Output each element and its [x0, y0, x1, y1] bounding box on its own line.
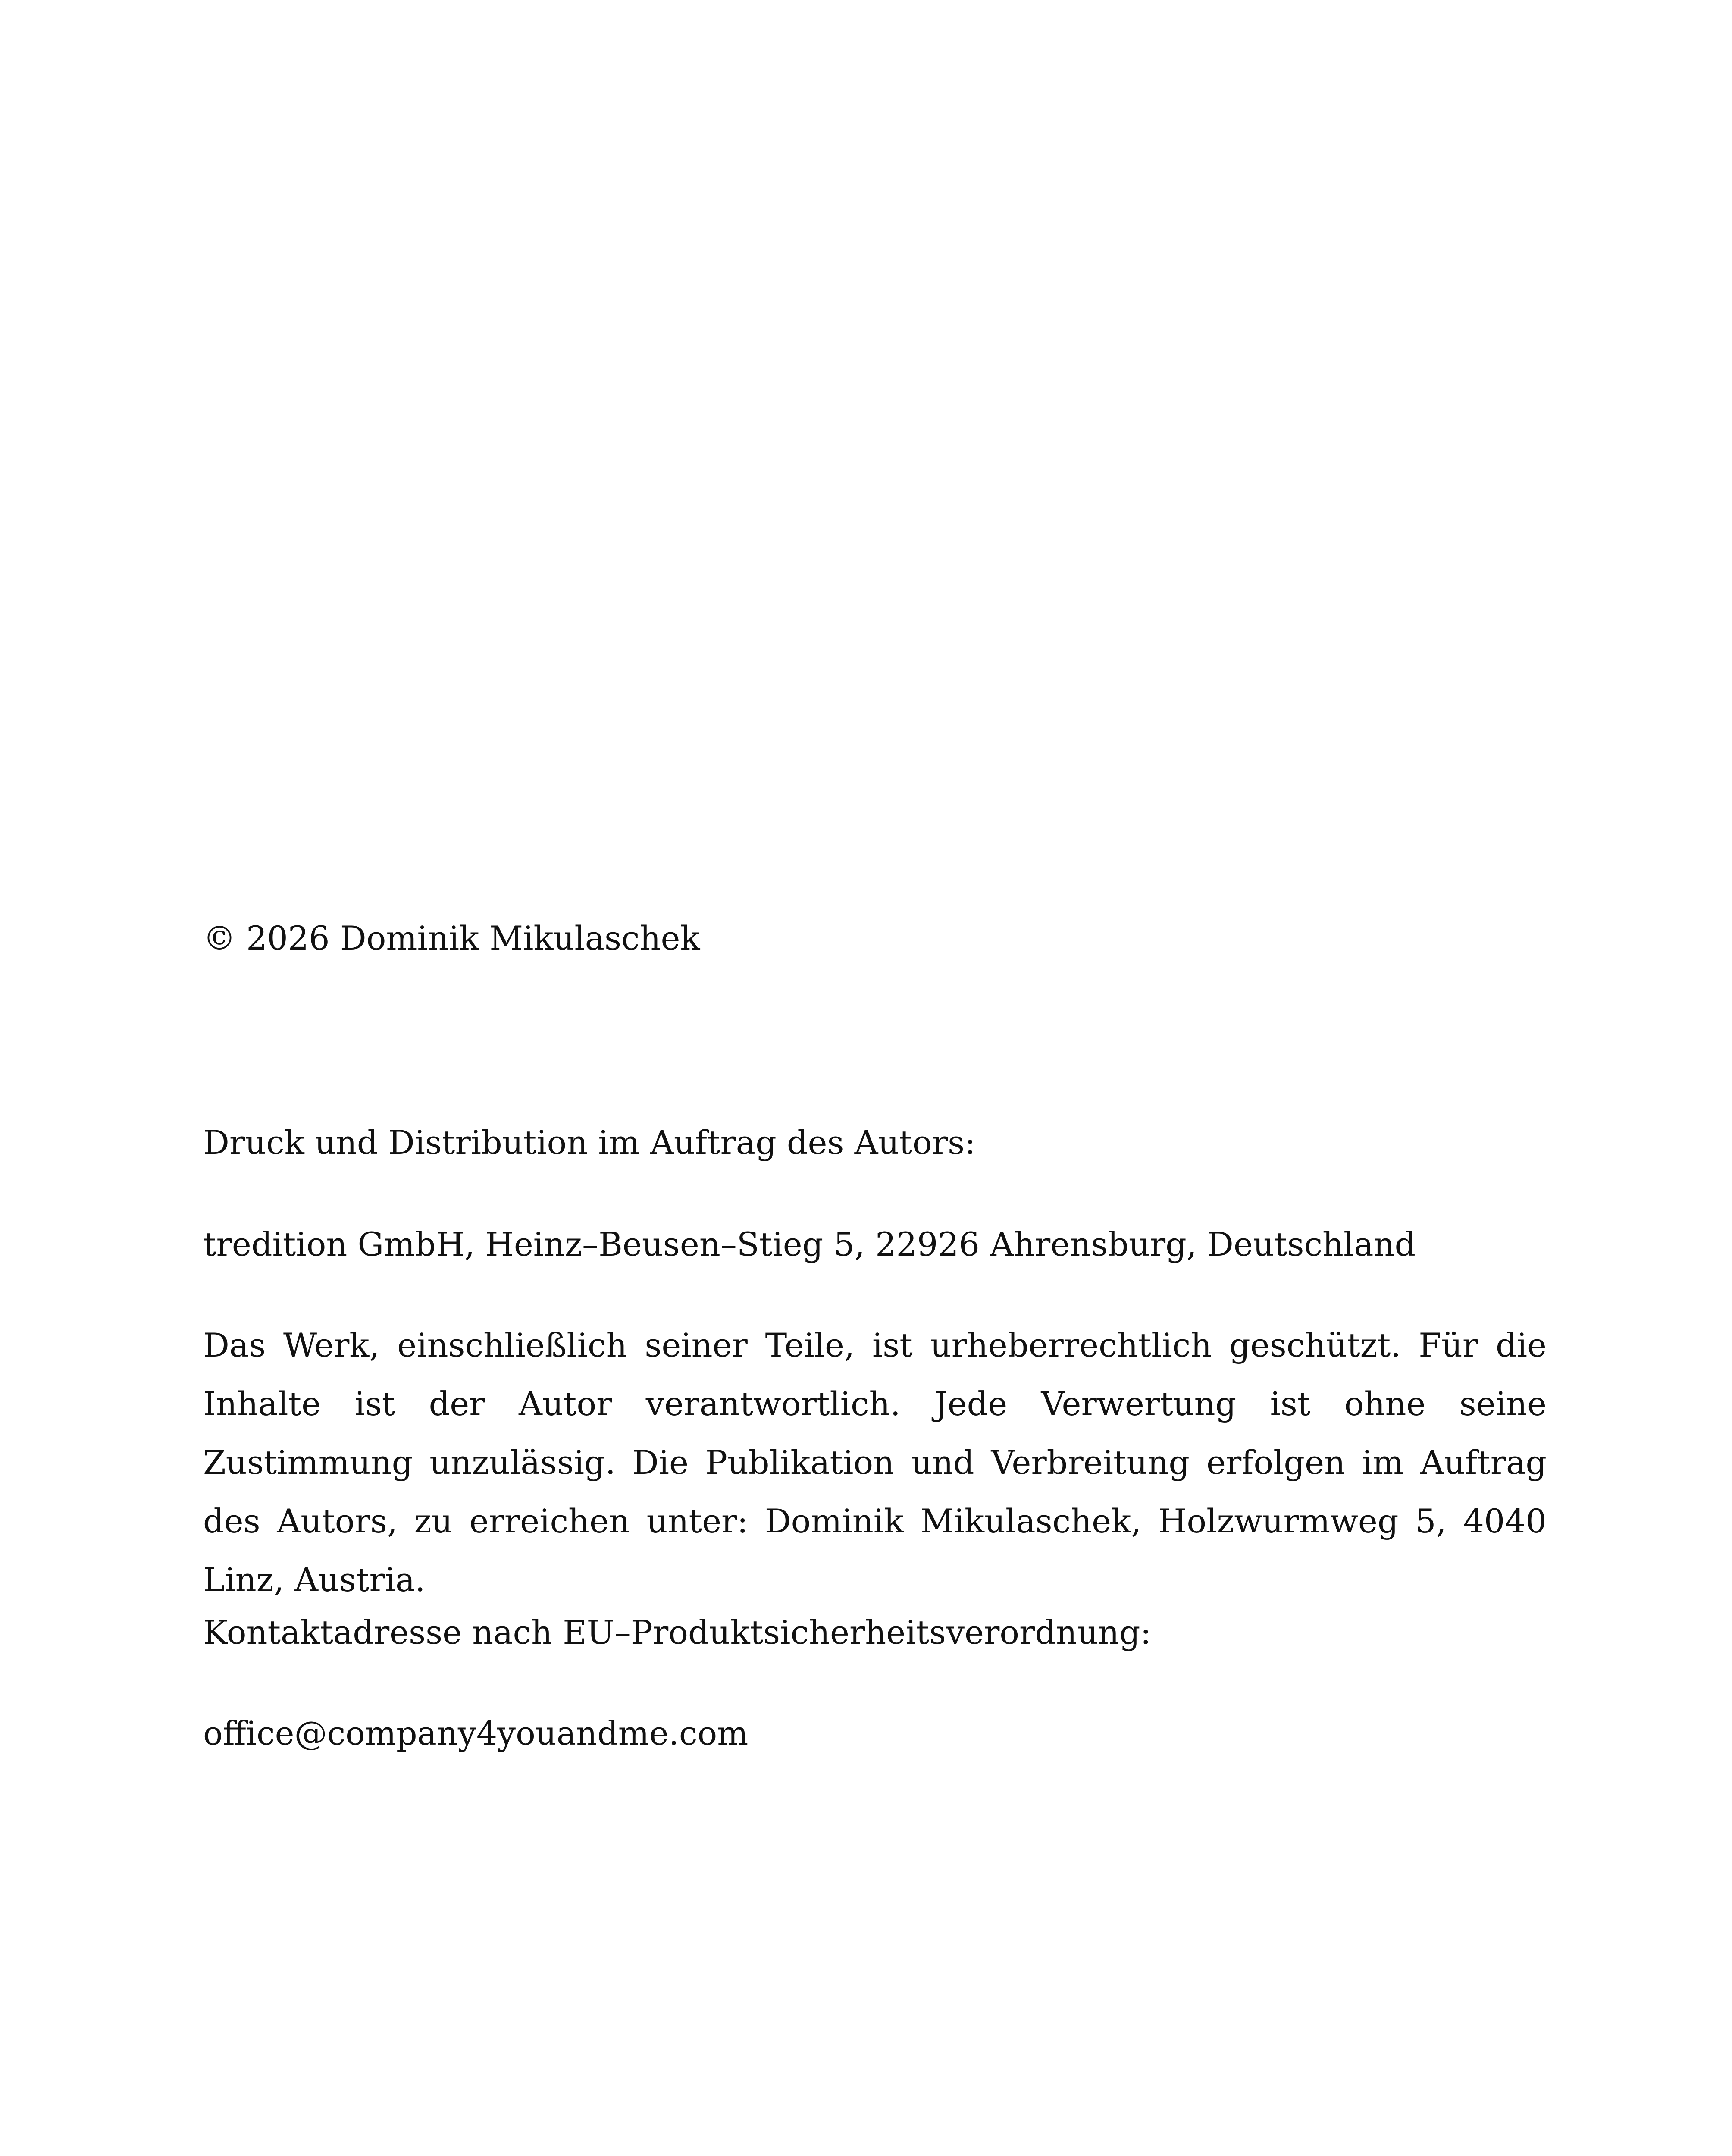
- copyright-notice: © 2026 Dominik Mikulaschek: [203, 919, 700, 957]
- contact-email: office@company4youandme.com: [203, 1714, 749, 1752]
- publisher-address: tredition GmbH, Heinz–Beusen–Stieg 5, 22926 Ahrensburg, Deutschland: [203, 1225, 1416, 1263]
- legal-notice-paragraph: Das Werk, einschließlich seiner Teile, ist urheberrechtlich geschützt. Für die Inhalte ist der Autor verantwortlich. Jede Verwertung ist ohne seine Zustimmung unzulässig. Die Publikation und Verbreitung erfolgen im Auftrag des Autors, zu erreichen unter: Dominik Mikulaschek, Holzwurmweg 5, 4040 Linz, Austria.: [203, 1326, 1547, 1599]
- printing-distribution-label: Druck und Distribution im Auftrag des Autors:: [203, 1123, 976, 1162]
- contact-address-label: Kontaktadresse nach EU–Produktsicherheitsverordnung:: [203, 1613, 1152, 1651]
